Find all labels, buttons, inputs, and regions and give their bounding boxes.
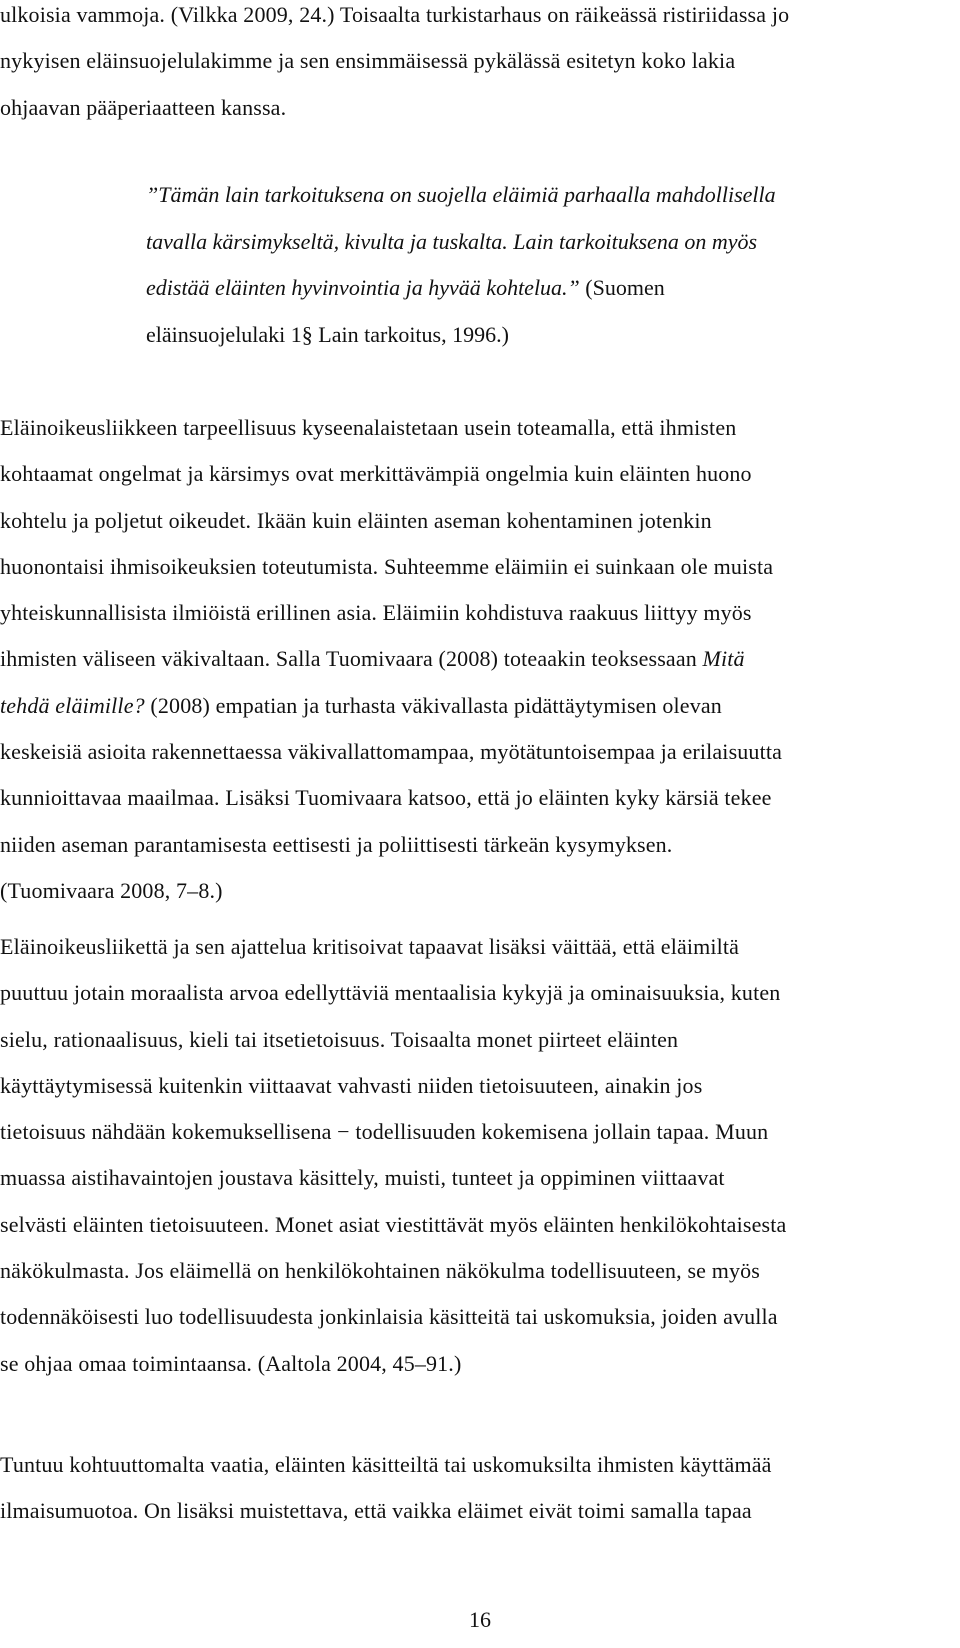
paragraph-kritiikki	[0, 924, 960, 1387]
paragraph-turkistarhaus	[0, 0, 960, 131]
paragraph-ilmaisumuoto	[0, 1442, 960, 1535]
text-line: puuttuu jotain moraalista arvoa edellyttäviä mentaalisia kykyjä ja ominaisuuksia, kuten	[0, 980, 781, 1006]
page-number: 16	[469, 1607, 491, 1632]
text-line: nykyisen eläinsuojelulakimme ja sen ensimmäisessä pykälässä esitetyn koko lakia	[0, 48, 736, 74]
text-line: ohjaavan pääperiaatteen kanssa.	[0, 94, 287, 120]
text-line: tietoisuus nähdään kokemuksellisena − todellisuuden kokemisena jollain tapaa. Muun	[0, 1119, 769, 1145]
text-line: ilmaisumuotoa. On lisäksi muistettava, että vaikka eläimet eivät toimi samalla tapaa	[0, 1498, 752, 1524]
quote-italic-text: edistää eläinten hyvinvointia ja hyvää kohtelua.”	[146, 275, 580, 300]
text-line: muassa aistihavaintojen joustava käsittely, muisti, tunteet ja oppiminen viittaavat	[0, 1165, 725, 1191]
quote-line: ”Tämän lain tarkoituksena on suojella eläimiä parhaalla mahdollisella	[146, 182, 776, 207]
text-line: (Tuomivaara 2008, 7–8.)	[0, 877, 223, 903]
text-line: sielu, rationaalisuus, kieli tai itsetietoisuus. Toisaalta monet piirteet eläinten	[0, 1026, 679, 1052]
book-title-part: tehdä eläimille?	[0, 692, 145, 718]
text-run: ihmisten väliseen väkivaltaan. Salla Tuomivaara (2008) toteaakin teoksessaan	[0, 646, 703, 672]
text-line: niiden aseman parantamisesta eettisesti ja poliittisesti tärkeän kysymyksen.	[0, 831, 673, 857]
text-line: käyttäytymisessä kuitenkin viittaavat vahvasti niiden tietoisuuteen, ainakin jos	[0, 1072, 703, 1098]
text-line: keskeisiä asioita rakennettaessa väkivallattomampaa, myötätuntoisempaa ja erilaisuutta	[0, 739, 783, 765]
quote-line	[146, 265, 866, 312]
book-title-part: Mitä	[702, 646, 745, 672]
paragraph-elainoikeusliike	[0, 405, 960, 914]
text-line: todennäköisesti luo todellisuudesta jonkinlaisia käsitteitä tai uskomuksia, joiden avulla	[0, 1304, 778, 1330]
text-line: näkökulmasta. Jos eläimellä on henkilökohtainen näkökulma todellisuuteen, se myös	[0, 1258, 760, 1284]
quote-citation-start: (Suomen	[579, 275, 665, 300]
text-line: yhteiskunnallisista ilmiöistä erillinen asia. Eläimiin kohdistuva raakuus liittyy myös	[0, 600, 752, 626]
text-run: (2008) empatian ja turhasta väkivallasta pidättäytymisen olevan	[144, 692, 722, 718]
text-line: Eläinoikeusliikettä ja sen ajattelua kritisoivat tapaavat lisäksi väittää, että eläimiltä	[0, 934, 740, 959]
quote-line: tavalla kärsimykseltä, kivulta ja tuskalta. Lain tarkoituksena on myös	[146, 228, 758, 254]
quote-citation: eläinsuojelulaki 1§ Lain tarkoitus, 1996.)	[146, 321, 509, 347]
text-line: kohtelu ja poljetut oikeudet. Ikään kuin eläinten aseman kohentaminen jotenkin	[0, 507, 712, 533]
text-line: ulkoisia vammoja. (Vilkka 2009, 24.) Toisaalta turkistarhaus on räikeässä ristiriidassa jo	[0, 2, 790, 27]
text-line: se ohjaa omaa toimintaansa. (Aaltola 2004, 45–91.)	[0, 1350, 462, 1376]
text-line: selvästi eläinten tietoisuuteen. Monet asiat viestittävät myös eläinten henkilökohtaisesta	[0, 1211, 787, 1237]
text-line	[0, 636, 960, 682]
text-line: kohtaamat ongelmat ja kärsimys ovat merkittävämpiä ongelmia kuin eläinten huono	[0, 461, 752, 487]
text-line: huonontaisi ihmisoikeuksien toteutumista. Suhteemme eläimiin ei suinkaan ole muista	[0, 553, 774, 579]
text-line: Tuntuu kohtuuttomalta vaatia, eläinten käsitteiltä tai uskomuksilta ihmisten käyttämää	[0, 1452, 772, 1477]
text-line: kunnioittavaa maailmaa. Lisäksi Tuomivaara katsoo, että jo eläinten kyky kärsiä tekee	[0, 785, 772, 811]
text-line: Eläinoikeusliikkeen tarpeellisuus kyseenalaistetaan usein toteamalla, että ihmisten	[0, 415, 737, 440]
block-quote-elainsuojelulaki	[146, 172, 866, 358]
text-line	[0, 683, 960, 729]
